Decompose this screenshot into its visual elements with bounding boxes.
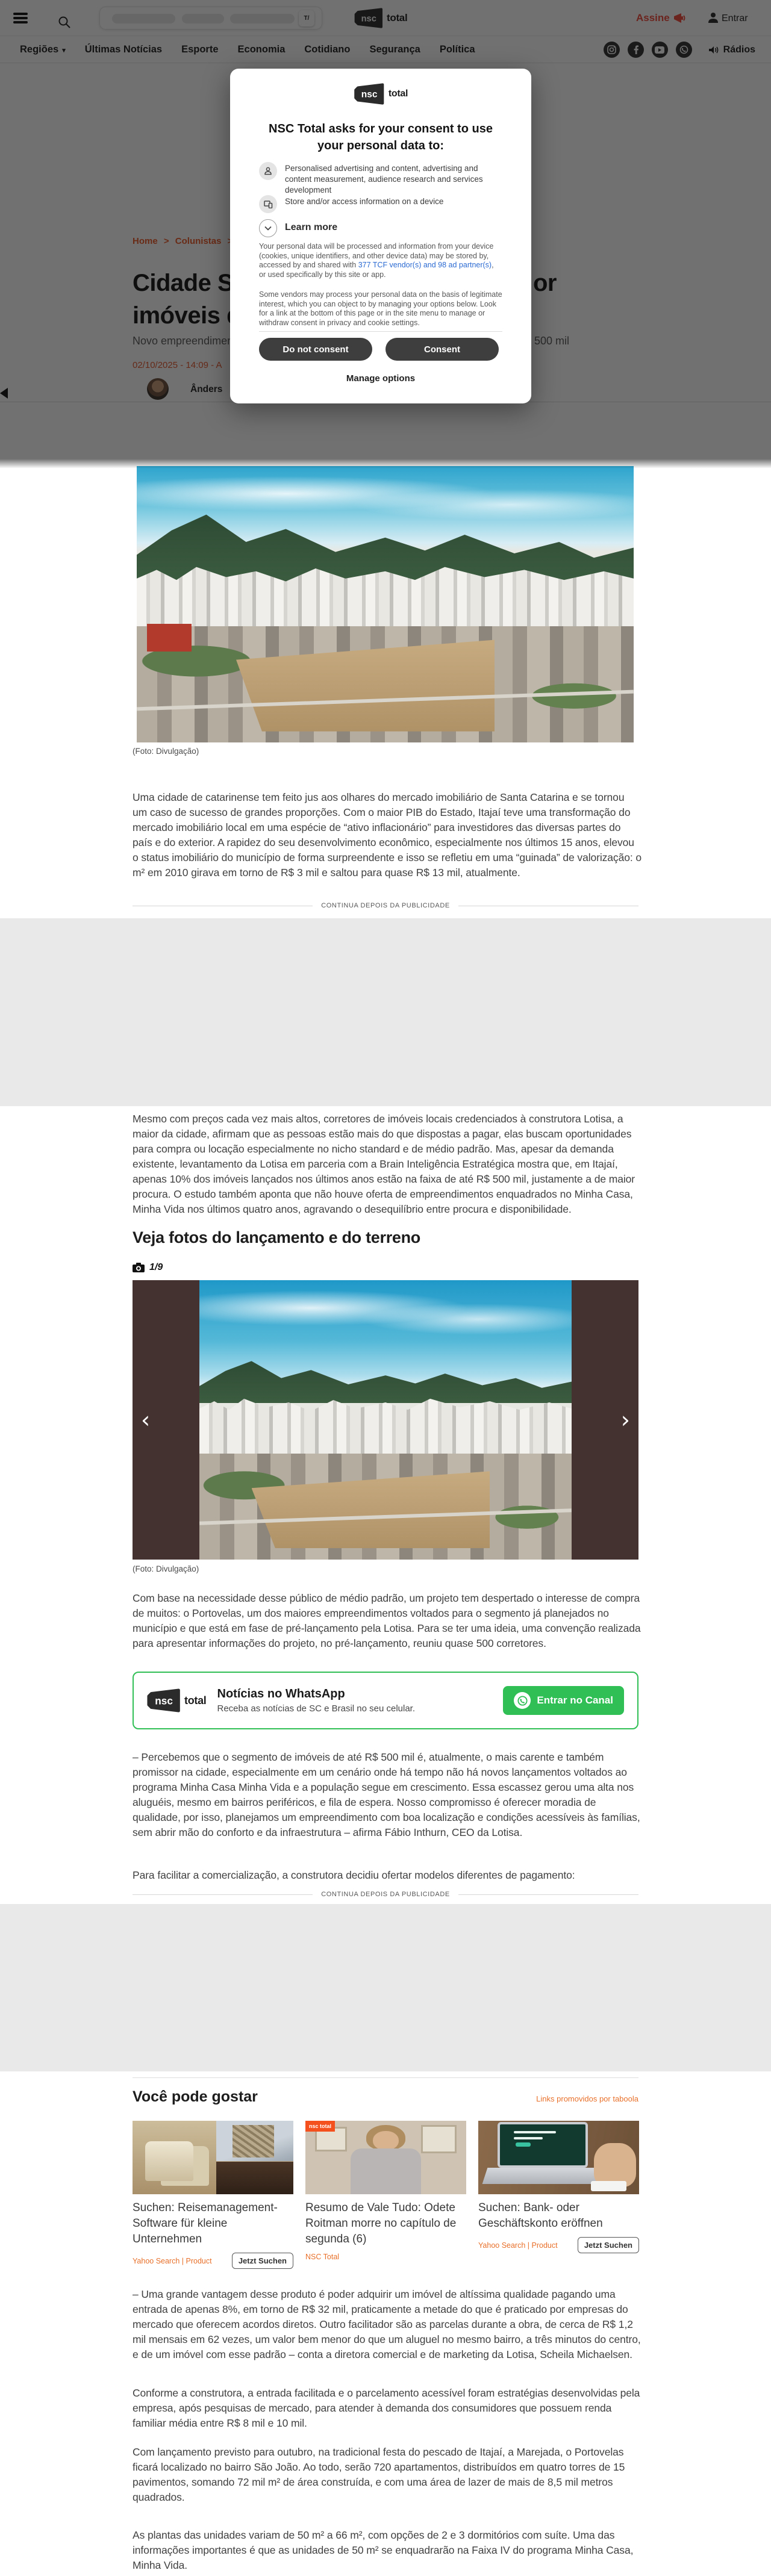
consent-body-1	[259, 242, 502, 279]
consent-purpose-row	[259, 195, 502, 213]
do-not-consent-button[interactable]: Do not consent	[259, 338, 372, 361]
devices-icon	[259, 195, 277, 213]
card-image-banking	[478, 2121, 639, 2194]
learn-more-label: Learn more	[285, 222, 338, 232]
consent-modal	[230, 69, 531, 403]
card-image-novela	[305, 2121, 466, 2194]
card-image-jet	[133, 2121, 293, 2194]
card-title[interactable]: Resumo de Vale Tudo: Odete Roitman morre no capítulo de segunda (6)	[305, 2201, 457, 2245]
carousel-next-icon[interactable]: ›	[620, 1407, 630, 1433]
paragraph-8: Com lançamento previsto para outubro, na tradicional festa do pescado de Itajaí, a Marejada, o Portovelas ficará localizado no bairro São João. Ao todo, serão 720 apartamentos, distribuídos em quatro torres de 15 pavimentos, somando 72 mil m² de área construída, e com uma área de lazer de mais de 8,5 mil metros quadrados.	[133, 2446, 625, 2503]
paragraph-5: Para facilitar a comercialização, a construtora decidiu ofertar modelos diferentes de pagamento:	[133, 1869, 575, 1881]
ad-separator	[133, 1891, 638, 1898]
paragraph-6: – Uma grande vantagem desse produto é poder adquirir um imóvel de altíssima qualidade pagando uma entrada de apenas 8%, em torno de R$ 32 mil, praticamente a metade do que é praticado por empresas do mercado que oferecem acordos diretos. Outro facilitador são as parcelas durante a obra, de cerca de R$ 1,2 mil mensais em 62 vezes, um valor bem menor do que um aluguel no mesmo bairro, a três minutos do centro, e de um imóvel com esse padrão – conta a diretora comercial e de marketing da Lotisa, Scheila Michaelsen.	[133, 2288, 641, 2360]
consent-button[interactable]: Consent	[386, 338, 499, 361]
photo-caption-2: (Foto: Divulgação)	[133, 1564, 199, 1573]
whatsapp-banner	[133, 1672, 638, 1729]
card-title[interactable]: Suchen: Bank- oder Geschäftskonto eröffnen	[478, 2201, 603, 2230]
consent-backdrop-fade	[0, 459, 771, 468]
whatsapp-icon	[514, 1692, 531, 1709]
chevron-down-icon	[259, 219, 277, 237]
paragraph-9: As plantas das unidades variam de 50 m² a 66 m², com opções de 2 e 3 dormitórios com suíte. Uma das informações importantes é que as unidades de 50 m² se enquadrarão na Faixa IV do programa Minha Casa, Minha Vida.	[133, 2529, 634, 2571]
ad-slot	[0, 918, 771, 1106]
taboola-divider	[133, 2077, 638, 2078]
taboola-card-1[interactable]	[133, 2121, 293, 2269]
card-source: NSC Total	[305, 2253, 340, 2261]
ad-separator-label: CONTINUA DEPOIS DA PUBLICIDADE	[321, 902, 450, 909]
hero-image	[137, 466, 634, 742]
gallery-counter-text: 1/9	[149, 1262, 163, 1272]
modal-divider	[259, 331, 502, 332]
svg-text:nsc: nsc	[155, 1694, 173, 1707]
taboola-cards	[133, 2121, 638, 2269]
nsc-total-logo	[147, 1688, 207, 1713]
carousel-prev-icon[interactable]: ‹	[141, 1407, 151, 1433]
taboola-attribution[interactable]: Links promovidos por taboola	[536, 2094, 638, 2103]
paragraph-3: Com base na necessidade desse público de médio padrão, um projeto tem despertado o interesse de compra de muitos: o Portovelas, um dos maiores empreendimentos voltados para o segmento já planejados no município e que está em fase de pré-lançamento pela Lotisa. Para se ter uma ideia, uma convenção realizada para apresentar informações do projeto, no pré-lançamento, reuniu quase 500 corretores.	[133, 1592, 641, 1649]
whatsapp-join-button[interactable]	[503, 1686, 624, 1715]
consent-body-2: Some vendors may process your personal data on the basis of legitimate interest, which you can object to by managing your options below. Look for a link at the bottom of this page or in the site menu to manage or withdraw consent in privacy and cookie settings.	[259, 290, 502, 327]
card-title[interactable]: Suchen: Reisemanagement-Software für kleine Unternehmen	[133, 2201, 278, 2245]
consent-purpose-row	[259, 162, 502, 196]
paragraph-7: Conforme a construtora, a entrada facilitada e o parcelamento acessível foram estratégias desenvolvidas pela empresa, após pesquisas de mercado, para atender à demanda dos consumidores que possuem renda familiar média entre R$ 8 mil e 10 mil.	[133, 2387, 640, 2429]
consent-purpose-text: Personalised advertising and content, advertising and content measurement, audience research and services development	[285, 164, 483, 194]
gallery-counter	[133, 1262, 163, 1273]
nsc-badge: nsc total	[305, 2121, 335, 2132]
whatsapp-join-label: Entrar no Canal	[537, 1694, 613, 1706]
card-cta-button[interactable]: Jetzt Suchen	[578, 2237, 639, 2253]
whatsapp-banner-subtitle: Receba as notícias de SC e Brasil no seu celular.	[217, 1703, 416, 1714]
card-source: Yahoo Search | Product	[478, 2241, 558, 2250]
photo-carousel	[133, 1280, 638, 1560]
ad-separator-label: CONTINUA DEPOIS DA PUBLICIDADE	[321, 1891, 450, 1898]
nsc-logo-icon	[147, 1688, 182, 1713]
nsc-total-logo	[230, 83, 531, 105]
ad-separator	[133, 902, 638, 909]
logo-total-text: total	[184, 1694, 207, 1706]
whatsapp-banner-title: Notícias no WhatsApp	[217, 1687, 345, 1700]
vendors-link[interactable]: 377 TCF vendor(s) and 98 ad partner(s)	[358, 261, 492, 269]
learn-more-row[interactable]	[259, 219, 502, 237]
photo-caption: (Foto: Divulgação)	[133, 747, 199, 756]
camera-icon	[133, 1263, 145, 1272]
consent-body-1-post: , or used specifically by this site or app.	[259, 261, 494, 279]
paragraph-1: Uma cidade de catarinense tem feito jus aos olhares do mercado imobiliário de Santa Catarina e se tornou um caso de sucesso de grandes proporções. Com o maior PIB do Estado, Itajaí teve uma transformação do mercado imobiliário local em uma espécie de “ativo inflacionário” para investidores das diversas partes do país e do exterior. A rapidez do seu desenvolvimento econômico, especialmente nos últimos 15 anos, elevou o status imobiliário do município de forma surpreendente e isso se refletiu em uma “guinada” de valorização: o m² em 2010 girava em torno de R$ 3 mil e saltou para quase R$ 13 mil, atualmente.	[133, 791, 642, 879]
carousel-image	[199, 1280, 572, 1560]
consent-title: NSC Total asks for your consent to use your personal data to:	[269, 122, 493, 152]
gallery-heading: Veja fotos do lançamento e do terreno	[133, 1228, 420, 1246]
paragraph-4: – Percebemos que o segmento de imóveis de até R$ 500 mil é, atualmente, o mais carente e também promissor na cidade, especialmente em um cenário onde há tempo não há novos lançamentos voltados ao programa Minha Casa Minha Vida e a população segue em crescimento. Essa escassez gerou uma alta nos aluguéis, mesmo em bairros periféricos, e fila de espera. Nosso compromisso é oferecer moradia de qualidade, por isso, planejamos um empreendimento com boa localização e condições acessíveis às famílias, sem abrir mão do conforto e da infraestrutura – afirma Fábio Inthurn, CEO da Lotisa.	[133, 1751, 640, 1838]
manage-options-link[interactable]: Manage options	[346, 373, 416, 384]
svg-text:nsc: nsc	[361, 89, 378, 100]
logo-total-text: total	[388, 89, 408, 99]
consent-purpose-text: Store and/or access information on a device	[285, 197, 444, 206]
card-cta-button[interactable]: Jetzt Suchen	[232, 2253, 293, 2269]
taboola-card-2[interactable]	[305, 2121, 466, 2269]
paragraph-2: Mesmo com preços cada vez mais altos, corretores de imóveis locais credenciados à construtora Lotisa, a maior da cidade, afirmam que as pessoas estão mais do que dispostas a pagar, elas buscam oportunidades para compra ou locação especialmente no nicho standard e de médio padrão. Mas, apesar da demanda existente, levantamento da Lotisa em parceria com a Brain Inteligência Estratégica mostra que, em Itajaí, apenas 10% dos imóveis lançados nos últimos anos estão na faixa de até R$ 500 mil, justamente a de maior procura. O estudo também aponta que não houve oferta de empreendimentos enquadrados no Minha Casa, Minha Vida nos últimos quatro anos, agravando o desequilíbrio entre procura e disponibilidade.	[133, 1113, 635, 1215]
card-source: Yahoo Search | Product	[133, 2256, 212, 2265]
taboola-card-3[interactable]	[478, 2121, 639, 2269]
person-icon	[259, 162, 277, 180]
nsc-logo-icon	[354, 83, 386, 105]
taboola-heading: Você pode gostar	[133, 2088, 258, 2105]
consent-body-1-pre: Your personal data will be processed and information from your device (cookies, unique identifiers, and other device data) may be stored by, accessed by and shared with	[259, 242, 494, 269]
ad-slot	[0, 1904, 771, 2071]
